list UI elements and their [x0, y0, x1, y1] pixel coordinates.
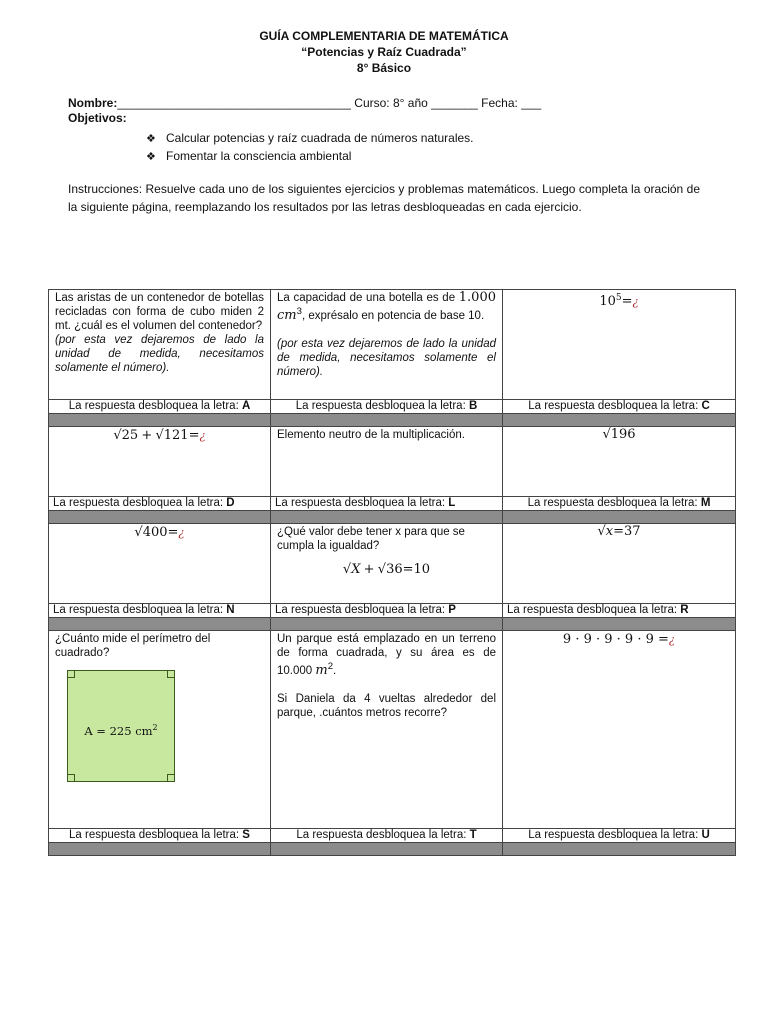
- objectives-list: [146, 130, 474, 166]
- diamond-bullet-icon: ❖: [146, 151, 156, 163]
- letter-l: L: [448, 497, 456, 509]
- exercise-d: √25 + √121=¿: [49, 427, 271, 497]
- exercise-u: 9 · 9 · 9 · 9 · 9 =¿: [503, 631, 736, 829]
- answer-row: La respuesta desbloquea la letra: D La respuesta desbloquea la letra: L La respuesta desbloquea la letra: M: [49, 497, 736, 511]
- exercise-r: √x=37: [503, 524, 736, 604]
- exercise-n: √400=¿: [49, 524, 271, 604]
- letter-t: T: [469, 829, 477, 841]
- letter-c: C: [701, 400, 710, 412]
- doc-title: GUÍA COMPLEMENTARIA DE MATEMÁTICA: [259, 29, 509, 43]
- letter-s: S: [242, 829, 250, 841]
- exercise-p: ¿Qué valor debe tener x para que se cumpla la igualdad? √X + √36=10: [271, 524, 503, 604]
- square-area-label: A = 225 $cm^2$: [84, 723, 158, 738]
- objective-item: ❖ Fomentar la consciencia ambiental: [146, 148, 474, 166]
- doc-level: 8° Básico: [356, 61, 412, 75]
- exercise-s: ¿Cuánto mide el perímetro del cuadrado? A = 225 $cm^2$: [49, 631, 271, 829]
- exercise-table: [48, 289, 736, 856]
- letter-m: M: [700, 497, 711, 509]
- exercise-c: $10^5=¿$: [503, 290, 736, 400]
- student-info: [68, 96, 541, 126]
- exercise-l: Elemento neutro de la multiplicación.: [271, 427, 503, 497]
- document-header: [0, 28, 768, 76]
- separator-row: [49, 618, 736, 631]
- separator-row: [49, 843, 736, 856]
- objective-item: ❖ Calcular potencias y raíz cuadrada de números naturales.: [146, 130, 474, 148]
- exercise-a-note: (por esta vez dejaremos de lado la unidad de medida, necesitamos solamente el número).: [55, 334, 264, 374]
- answer-row: La respuesta desbloquea la letra: A La respuesta desbloquea la letra: B La respuesta desbloquea la letra: C: [49, 400, 736, 414]
- answer-row: La respuesta desbloquea la letra: S La respuesta desbloquea la letra: T La respuesta desbloquea la letra: U: [49, 829, 736, 843]
- separator-row: [49, 511, 736, 524]
- diamond-bullet-icon: ❖: [146, 133, 156, 145]
- nombre-field[interactable]: ___________________________________: [117, 96, 351, 110]
- exercise-m: √196: [503, 427, 736, 497]
- letter-u: U: [701, 829, 710, 841]
- doc-subtitle: “Potencias y Raíz Cuadrada”: [301, 45, 467, 59]
- letter-r: R: [680, 604, 689, 616]
- separator-row: [49, 414, 736, 427]
- instructions: Instrucciones: Resuelve cada uno de los siguientes ejercicios y problemas matemáticos. Luego completa la oración de la siguiente página, reemplazando los resultados por las letras desbloqueadas en cada ejercicio.: [68, 182, 700, 214]
- letter-b: B: [468, 400, 478, 412]
- nombre-label: Nombre:: [68, 96, 118, 110]
- letter-p: P: [448, 604, 456, 616]
- green-square-figure: [67, 670, 175, 782]
- letter-d: D: [226, 497, 235, 509]
- curso-fecha: Curso: 8° año _______ Fecha: ___: [354, 96, 542, 110]
- objetivos-label: Objetivos:: [68, 111, 127, 125]
- letter-n: N: [226, 604, 235, 616]
- answer-row: La respuesta desbloquea la letra: N La respuesta desbloquea la letra: P La respuesta desbloquea la letra: R: [49, 604, 736, 618]
- exercise-a: Las aristas de un contenedor de botellas recicladas con forma de cubo miden 2 mt. ¿cuál es el volumen del contenedor? (por esta vez dejaremos de lado la unidad de medida, necesitamos solamente el número).: [49, 290, 271, 400]
- exercise-t: Un parque está emplazado en un terreno de forma cuadrada, y su área es de 10.000 $m^2$. Si Daniela da 4 vueltas alrededor del parque, .cuántos metros recorre?: [271, 631, 503, 829]
- letter-a: A: [241, 400, 251, 412]
- exercise-b-note: (por esta vez dejaremos de lado la unidad de medida, necesitamos solamente el número).: [277, 337, 496, 378]
- exercise-b: La capacidad de una botella es de 1.000 $cm^3$, exprésalo en potencia de base 10. (por esta vez dejaremos de lado la unidad de medida, necesitamos solamente el número).: [271, 290, 503, 400]
